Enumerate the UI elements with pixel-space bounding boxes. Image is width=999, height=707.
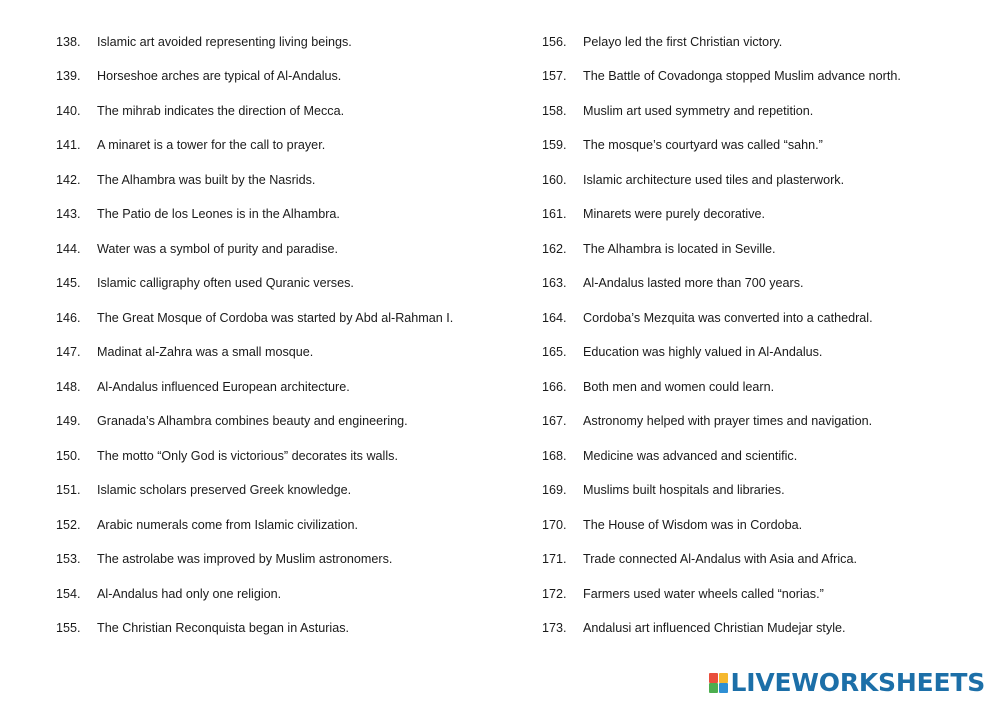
liveworksheets-logo <box>709 670 985 695</box>
list-item <box>542 198 982 233</box>
item-number: 149. <box>56 414 81 429</box>
list-item <box>542 405 982 440</box>
item-text: The Alhambra is located in Seville. <box>583 241 776 256</box>
logo-mark-icon <box>709 672 728 693</box>
item-number: 155. <box>56 621 81 636</box>
item-text: Al-Andalus had only one religion. <box>97 586 282 601</box>
list-item <box>56 301 526 336</box>
item-number: 169. <box>542 483 567 498</box>
list-item <box>56 405 526 440</box>
list-item <box>542 301 982 336</box>
item-number: 154. <box>56 586 81 601</box>
item-text: The motto “Only God is victorious” decorates its walls. <box>97 448 398 463</box>
item-text: The astrolabe was improved by Muslim astronomers. <box>97 552 393 567</box>
logo-square-icon <box>719 683 728 693</box>
item-number: 167. <box>542 414 567 429</box>
item-number: 163. <box>542 276 567 291</box>
list-item <box>542 543 982 578</box>
item-text: Horseshoe arches are typical of Al-Andalus. <box>97 69 342 84</box>
item-number: 138. <box>56 34 81 49</box>
item-text: Islamic scholars preserved Greek knowledge. <box>97 483 352 498</box>
item-number: 166. <box>542 379 567 394</box>
list-item <box>542 577 982 612</box>
item-number: 153. <box>56 552 81 567</box>
list-item <box>56 543 526 578</box>
list-item <box>542 439 982 474</box>
item-number: 161. <box>542 207 567 222</box>
item-number: 164. <box>542 310 567 325</box>
list-item <box>542 163 982 198</box>
item-number: 141. <box>56 138 81 153</box>
item-text: The House of Wisdom was in Cordoba. <box>583 517 803 532</box>
item-number: 143. <box>56 207 81 222</box>
list-item <box>56 370 526 405</box>
item-number: 145. <box>56 276 81 291</box>
item-text: Muslim art used symmetry and repetition. <box>583 103 814 118</box>
item-text: Pelayo led the first Christian victory. <box>583 34 783 49</box>
item-number: 157. <box>542 69 567 84</box>
item-text: Trade connected Al-Andalus with Asia and Africa. <box>583 552 857 567</box>
item-text: Cordoba’s Mezquita was converted into a cathedral. <box>583 310 873 325</box>
item-text: Farmers used water wheels called “norias.” <box>583 586 824 601</box>
list-item <box>56 267 526 302</box>
item-text: Both men and women could learn. <box>583 379 775 394</box>
list-item <box>56 474 526 509</box>
list-item <box>542 267 982 302</box>
list-item <box>56 336 526 371</box>
list-item <box>542 25 982 60</box>
item-text: The Great Mosque of Cordoba was started by Abd al-Rahman I. <box>97 310 454 325</box>
item-text: Madinat al-Zahra was a small mosque. <box>97 345 314 360</box>
list-item <box>542 60 982 95</box>
item-text: The Alhambra was built by the Nasrids. <box>97 172 316 187</box>
item-number: 147. <box>56 345 81 360</box>
list-item <box>56 60 526 95</box>
list-item <box>542 612 982 647</box>
item-text: Arabic numerals come from Islamic civilization. <box>97 517 359 532</box>
item-number: 165. <box>542 345 567 360</box>
item-text: The mihrab indicates the direction of Mecca. <box>97 103 345 118</box>
list-item <box>56 129 526 164</box>
list-item <box>56 612 526 647</box>
item-number: 150. <box>56 448 81 463</box>
list-item <box>56 232 526 267</box>
item-number: 172. <box>542 586 567 601</box>
item-text: The Christian Reconquista began in Asturias. <box>97 621 350 636</box>
right-column <box>542 25 982 646</box>
list-item <box>542 232 982 267</box>
item-text: Al-Andalus lasted more than 700 years. <box>583 276 804 291</box>
list-item <box>56 508 526 543</box>
item-number: 160. <box>542 172 567 187</box>
list-item <box>542 129 982 164</box>
item-text: Al-Andalus influenced European architecture. <box>97 379 350 394</box>
item-number: 142. <box>56 172 81 187</box>
item-text: Andalusi art influenced Christian Mudejar style. <box>583 621 846 636</box>
item-number: 139. <box>56 69 81 84</box>
item-text: Medicine was advanced and scientific. <box>583 448 798 463</box>
list-item <box>56 198 526 233</box>
item-text: Astronomy helped with prayer times and navigation. <box>583 414 873 429</box>
list-item <box>542 94 982 129</box>
item-number: 173. <box>542 621 567 636</box>
item-number: 158. <box>542 103 567 118</box>
item-number: 171. <box>542 552 567 567</box>
item-text: The mosque’s courtyard was called “sahn.” <box>583 138 823 153</box>
list-item <box>542 474 982 509</box>
item-number: 144. <box>56 241 81 256</box>
list-item <box>56 577 526 612</box>
list-item <box>56 25 526 60</box>
item-text: Islamic architecture used tiles and plasterwork. <box>583 172 845 187</box>
list-item <box>56 439 526 474</box>
item-text: Education was highly valued in Al-Andalus. <box>583 345 823 360</box>
item-text: Islamic art avoided representing living beings. <box>97 34 352 49</box>
item-text: A minaret is a tower for the call to prayer. <box>97 138 326 153</box>
list-item <box>56 163 526 198</box>
item-text: Granada’s Alhambra combines beauty and engineering. <box>97 414 408 429</box>
item-number: 140. <box>56 103 81 118</box>
item-number: 159. <box>542 138 567 153</box>
logo-square-icon <box>719 673 728 683</box>
item-text: Islamic calligraphy often used Quranic verses. <box>97 276 354 291</box>
item-text: Minarets were purely decorative. <box>583 207 765 222</box>
list-item <box>542 336 982 371</box>
list-item <box>56 94 526 129</box>
item-number: 152. <box>56 517 81 532</box>
item-number: 148. <box>56 379 81 394</box>
item-number: 151. <box>56 483 81 498</box>
logo-square-icon <box>709 673 718 683</box>
left-column <box>56 25 526 646</box>
item-number: 170. <box>542 517 567 532</box>
item-text: Water was a symbol of purity and paradise. <box>97 241 339 256</box>
item-text: The Patio de los Leones is in the Alhambra. <box>97 207 340 222</box>
item-text: Muslims built hospitals and libraries. <box>583 483 785 498</box>
logo-text: LIVEWORKSHEETS <box>730 668 985 697</box>
item-number: 162. <box>542 241 567 256</box>
item-number: 168. <box>542 448 567 463</box>
list-item <box>542 508 982 543</box>
logo-square-icon <box>709 683 718 693</box>
item-number: 146. <box>56 310 81 325</box>
item-number: 156. <box>542 34 567 49</box>
item-text: The Battle of Covadonga stopped Muslim advance north. <box>583 69 901 84</box>
list-item <box>542 370 982 405</box>
